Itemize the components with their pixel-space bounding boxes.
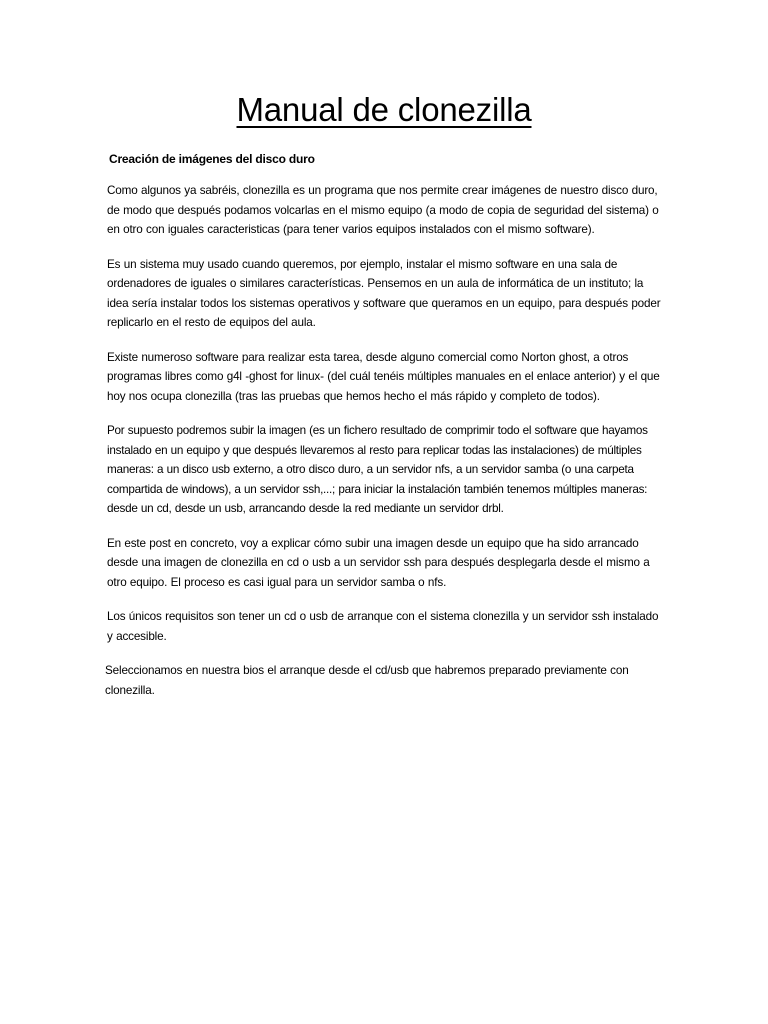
paragraph-post-scope: En este post en concreto, voy a explicar cómo subir una imagen desde un equipo que ha sido arrancado desde una imagen de clonezilla en cd o usb a un servidor ssh para después desplegarla desde el mismo a otro equipo. El proceso es casi igual para un servidor samba o nfs. bbox=[107, 536, 650, 589]
page-title: Manual de clonezilla bbox=[236, 91, 532, 128]
paragraph-intro: Como algunos ya sabréis, clonezilla es un programa que nos permite crear imágenes de nuestro disco duro, de modo que después podamos volcarlas en el mismo equipo (a modo de copia de seguridad del sistema) o en otro con iguales caracteristicas (para tener varios equipos instalados con el mismo software). bbox=[107, 184, 659, 236]
section-subtitle: Creación de imágenes del disco duro bbox=[109, 152, 315, 166]
document-body bbox=[107, 181, 667, 715]
paragraph-bios: Seleccionamos en nuestra bios el arranque desde el cd/usb que habremos preparado previamente con clonezilla. bbox=[105, 664, 629, 697]
paragraph-software: Existe numeroso software para realizar esta tarea, desde alguno comercial como Norton ghost, a otros programas libres como g4l -ghost for linux- (del cuál tenéis múltiples manuales en el enlace anterior) y el que hoy nos ocupa clonezilla (tras las pruebas que hemos hecho el más rápido y completo de todos). bbox=[107, 350, 660, 403]
paragraph-usage: Es un sistema muy usado cuando queremos, por ejemplo, instalar el mismo software en una sala de ordenadores de iguales o similares características. Pensemos en un aula de informática de un instituto; la idea sería instalar todos los sistemas operativos y software que queramos en un equipo, para después poder replicarlo en el resto de equipos del aula. bbox=[107, 257, 661, 329]
paragraph-upload-methods: Por supuesto podremos subir la imagen (es un fichero resultado de comprimir todo el software que hayamos instalado en un equipo y que después llevaremos al resto para replicar todas las instalaciones) de múltiples maneras: a un disco usb externo, a otro disco duro, a un servidor nfs, a un servidor samba (o una carpeta compartida de windows), a un servidor ssh,...; para iniciar la instalación también tenemos múltiples maneras: desde un cd, desde un usb, arrancando desde la red mediante un servidor drbl. bbox=[107, 424, 648, 515]
paragraph-requirements: Los únicos requisitos son tener un cd o usb de arranque con el sistema clonezilla y un servidor ssh instalado y accesible. bbox=[107, 610, 659, 643]
